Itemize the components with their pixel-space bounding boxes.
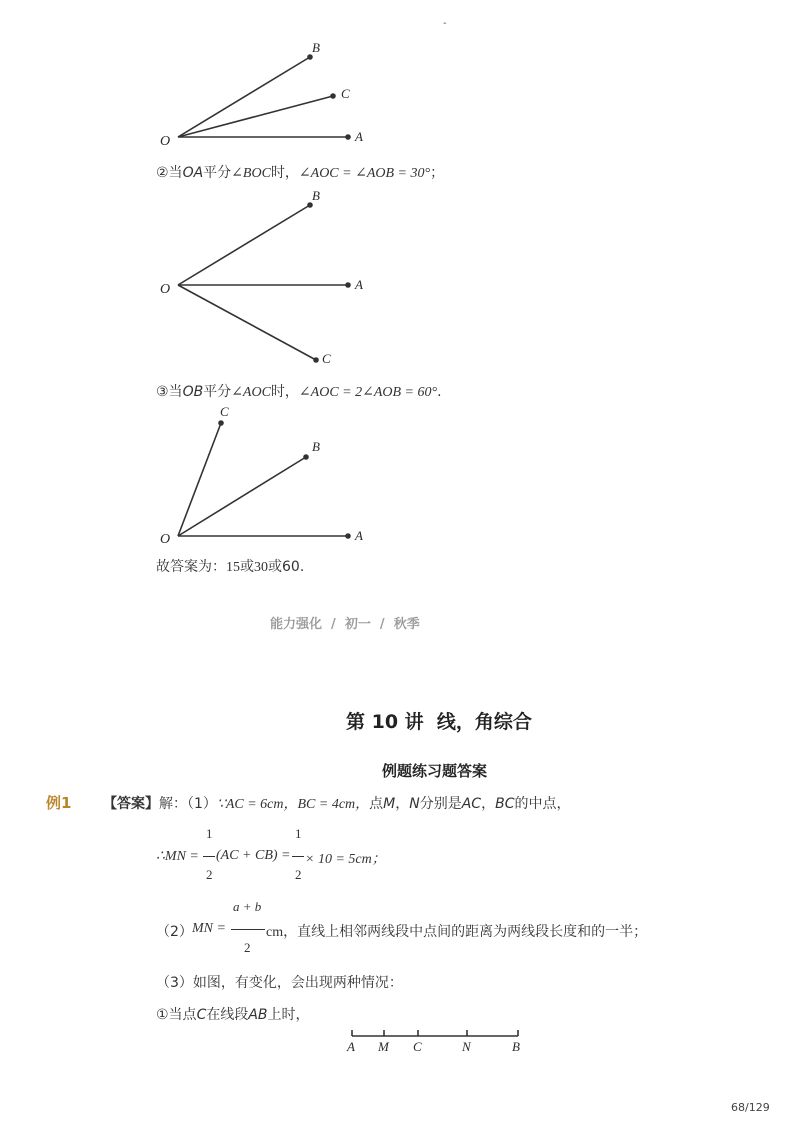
part1b-lead: ∴MN =: [156, 849, 199, 864]
part3-case1: [156, 1004, 310, 1024]
label-o-3: O: [160, 532, 171, 547]
seg-label-b: B: [512, 1039, 520, 1054]
case2-mid: 平分: [203, 165, 232, 181]
example-label: 例1: [46, 794, 72, 812]
label-c-1: C: [341, 86, 350, 101]
answer-prefix: 故答案为：: [156, 559, 226, 575]
frac2-num: 1: [295, 826, 302, 841]
answer-line: [156, 556, 304, 576]
part1-text2: 点: [369, 796, 384, 812]
frac1-bar: [203, 856, 215, 857]
label-b-2: B: [312, 188, 320, 203]
point-a-2: [346, 283, 350, 287]
part1-text1: 解：（1）: [159, 796, 217, 812]
top-mark: -: [443, 18, 447, 29]
answer-n3: 60: [282, 559, 300, 575]
case3-mid: 平分: [203, 384, 232, 400]
case3-math: ∠AOC: [231, 385, 271, 400]
part1b-tail: × 10 = 5cm；: [305, 852, 386, 867]
case2-mid2: 时，: [270, 165, 299, 181]
part2-bar: [231, 929, 265, 930]
label-a-3: A: [355, 528, 363, 543]
case3-prefix: ③当: [156, 384, 183, 400]
case2-math2: ∠AOC = ∠AOB = 30°: [298, 166, 431, 181]
case3-ob: OB: [182, 384, 204, 400]
ray-oc-3: [178, 423, 221, 536]
point-a-3: [346, 534, 350, 538]
case2-line: [156, 162, 444, 182]
answer-n1: 15: [226, 560, 240, 575]
label-a-1: A: [355, 129, 363, 144]
case1-ab: AB: [248, 1007, 268, 1023]
page-number: 68/129: [731, 1101, 770, 1114]
label-b-3: B: [312, 439, 320, 454]
case2-end: ；: [430, 165, 445, 181]
answer-or1: 或: [240, 559, 254, 575]
case2-math: ∠BOC: [231, 166, 271, 181]
part1-text3: 分别是: [419, 796, 462, 812]
part2-num: a + b: [233, 899, 262, 914]
frac2-bar: [292, 856, 304, 857]
case3-math2: ∠AOC = 2∠AOB = 60°: [298, 385, 438, 400]
label-o-2: O: [160, 282, 171, 297]
part3-text: （3）如图，有变化，会出现两种情况：: [156, 975, 403, 991]
case1-mid: 在线段: [206, 1007, 249, 1023]
part2-text: 直线上相邻两线段中点间的距离为两线段长度和的一半；: [297, 924, 648, 940]
part1-sep2: ，: [481, 796, 496, 812]
label-b-1: B: [312, 40, 320, 55]
ray-ob-2: [178, 205, 310, 285]
case3-line: [156, 381, 442, 401]
frac1-den: 2: [206, 867, 213, 882]
section-title: 例题练习题答案: [382, 762, 488, 780]
case1-c: C: [196, 1007, 207, 1023]
frac2-den: 2: [295, 867, 302, 882]
part1b-mid: (AC + CB) =: [216, 848, 291, 863]
answer-or2: 或: [268, 559, 282, 575]
seg-label-c: C: [413, 1039, 422, 1054]
seg-label-n: N: [462, 1039, 471, 1054]
point-b-3: [304, 455, 308, 459]
part1-n: N: [409, 796, 420, 812]
part1-bc: BC: [495, 796, 515, 812]
case3-end: .: [437, 384, 442, 400]
footer-tag: 能力强化 / 初一 / 秋季: [270, 617, 420, 632]
seg-label-m: M: [378, 1039, 389, 1054]
case2-oa: OA: [182, 165, 204, 181]
ray-ob: [178, 57, 310, 137]
answer-label: 【答案】: [103, 796, 159, 812]
part2-label: （2）: [156, 924, 193, 940]
point-c: [331, 94, 335, 98]
part1-text4: 的中点，: [514, 796, 571, 812]
point-c-3: [219, 421, 223, 425]
part2-tail: [266, 921, 647, 941]
example-part1-line: [103, 793, 570, 813]
part2-unit: cm，: [266, 925, 298, 940]
point-c-2: [314, 358, 318, 362]
point-a: [346, 135, 350, 139]
ray-oc: [178, 96, 333, 137]
part1-m: M: [383, 796, 396, 812]
case1-prefix: ①当点: [156, 1007, 197, 1023]
frac1-num: 1: [206, 826, 213, 841]
case2-prefix: ②当: [156, 165, 183, 181]
label-c-3: C: [220, 404, 229, 419]
part1-math1: ∵AC = 6cm，BC = 4cm，: [216, 797, 370, 812]
lecture-title: 第 10 讲 线，角综合: [346, 711, 532, 733]
part2-den: 2: [244, 940, 251, 955]
label-o-1: O: [160, 134, 171, 149]
answer-end: .: [299, 559, 305, 575]
ray-oc-2: [178, 285, 316, 360]
ray-ob-3: [178, 457, 306, 536]
part2-lead: MN =: [192, 921, 226, 936]
case3-mid2: 时，: [270, 384, 299, 400]
part1-sep: ，: [395, 796, 410, 812]
part1-ac: AC: [461, 796, 482, 812]
seg-label-a: A: [347, 1039, 355, 1054]
case1-end: 上时，: [267, 1007, 310, 1023]
label-a-2: A: [355, 277, 363, 292]
label-c-2: C: [322, 351, 331, 366]
answer-n2: 30: [254, 560, 268, 575]
